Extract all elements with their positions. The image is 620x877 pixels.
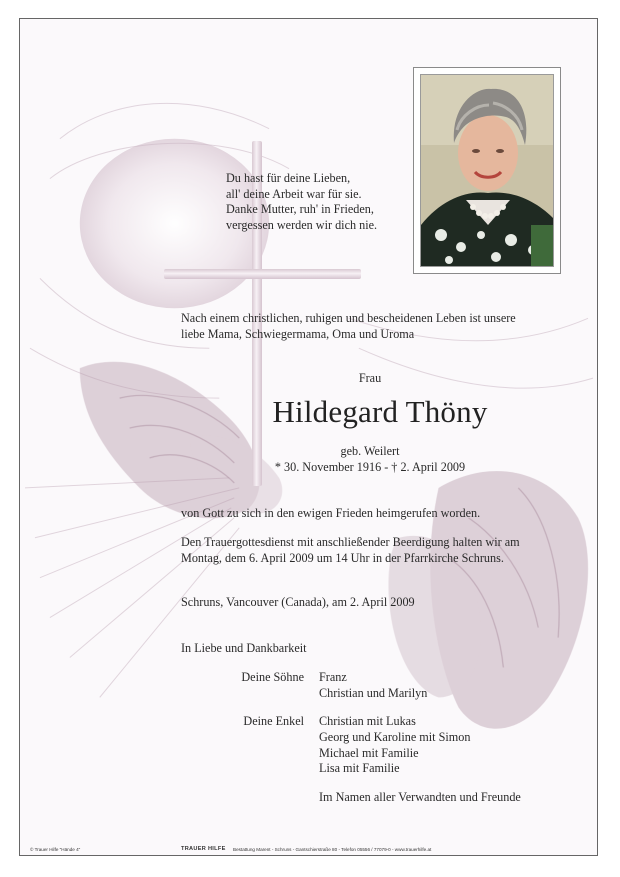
- list-item: Christian und Marilyn: [319, 685, 428, 700]
- poem-line: all' deine Arbeit war für sie.: [226, 186, 362, 201]
- sons-label: Deine Söhne: [241, 670, 304, 684]
- poem-line: vergessen werden wir dich nie.: [226, 217, 378, 232]
- footer-contact: Bestattung Marent - Schruns - Gantschierstraße 80 - Telefon 05556 / 77079-0 - www.trauerhilfe.at: [233, 847, 432, 852]
- sons-list: [319, 670, 427, 702]
- grandchildren-list: [319, 714, 470, 777]
- portrait-image: [421, 75, 554, 267]
- list-item: Georg und Karoline mit Simon: [319, 729, 471, 744]
- grandchildren-label: Deine Enkel: [243, 714, 304, 728]
- salutation: Frau: [358, 371, 382, 385]
- poem-line: Du hast für deine Lieben,: [226, 171, 351, 185]
- intro-line-1: Nach einem christlichen, ruhigen und bescheidenen Leben ist unsere: [181, 311, 516, 325]
- list-item: Christian mit Lukas: [319, 714, 416, 728]
- life-dates: * 30. November 1916 - † 2. April 2009: [274, 460, 466, 474]
- intro-line-2: liebe Mama, Schwiegermama, Oma und Uroma: [181, 327, 415, 341]
- maiden-name: geb. Weilert: [340, 444, 400, 458]
- place-date: Schruns, Vancouver (Canada), am 2. April 2009: [181, 595, 415, 609]
- cross-horizontal-beam: [164, 269, 361, 279]
- list-item: Lisa mit Familie: [319, 761, 400, 776]
- service-line-1: Den Trauergottesdienst mit anschließender Beerdigung halten wir am: [181, 535, 520, 549]
- poem: [226, 171, 377, 233]
- list-item: Michael mit Familie: [319, 745, 419, 760]
- service-line-2: Montag, dem 6. April 2009 um 14 Uhr in der Pfarrkirche Schruns.: [181, 551, 504, 565]
- all-relatives: Im Namen aller Verwandten und Freunde: [319, 790, 521, 804]
- footer-brand: TRAUER HILFE: [181, 846, 226, 852]
- footer-copyright: © Trauer Hilfe "Hände 4": [30, 847, 81, 852]
- list-item: Franz: [319, 670, 347, 684]
- deceased-name: Hildegard Thöny: [272, 394, 488, 429]
- passed-text: von Gott zu sich in den ewigen Frieden heimgerufen worden.: [181, 506, 481, 520]
- portrait-photo: [413, 67, 561, 274]
- poem-line: Danke Mutter, ruh' in Frieden,: [226, 202, 374, 217]
- closing-line: In Liebe und Dankbarkeit: [181, 641, 307, 655]
